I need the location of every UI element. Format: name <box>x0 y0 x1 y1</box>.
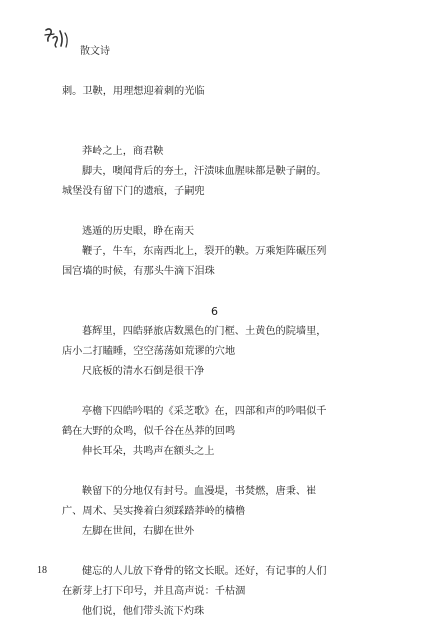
stanza-gap <box>62 282 367 302</box>
text-line: 广、周术、吴实搀着白须踩踏莽岭的樯橹 <box>62 506 246 517</box>
chapter-number: 6 <box>211 305 218 318</box>
stanza-gap <box>62 102 367 122</box>
text-line: 鞅留下的分地仅有封号。血漫堤，书焚燃，唐秉、崔 <box>82 486 317 497</box>
section-label: 散文诗 <box>80 46 110 57</box>
text-line: 城堡没有留下门的遗痕，子嗣兜 <box>62 186 205 197</box>
text-line: 伸长耳朵，共鸣声在额头之上 <box>82 446 215 457</box>
stanza-gap <box>62 462 367 482</box>
text-line: 亭檐下四皓吟唱的《采芝歌》在，四部和声的吟唱似千 <box>82 406 327 417</box>
text-line: 鹤在大野的众鸣，似千谷在丛莽的回鸣 <box>62 426 236 437</box>
text-line: 逃遁的历史眼，睁在南天 <box>82 226 195 237</box>
text-line: 暮辉里，四皓驿旅店数黑色的门框、土黄色的院墙里， <box>82 326 327 337</box>
text-line: 店小二打瞌睡，空空荡荡如荒谬的穴地 <box>62 346 236 357</box>
text-line: 他们说，他们带头流下灼珠 <box>82 606 205 617</box>
page-number: 18 <box>37 565 47 576</box>
stanza-gap <box>62 122 367 142</box>
stanza-gap <box>62 382 367 402</box>
poem-body <box>62 82 367 622</box>
calligraphy-logo-icon <box>42 26 76 54</box>
stanza-gap <box>62 542 367 562</box>
text-line: 左脚在世间，右脚在世外 <box>82 526 195 537</box>
text-line: 健忘的人儿放下脊骨的铭文长眠。还好，有记事的人们 <box>82 566 327 577</box>
stanza-gap <box>62 202 367 222</box>
text-line: 国宫墙的时候，有那头牛滴下泪珠 <box>62 266 215 277</box>
text-line: 尺底板的清水石倒是很干净 <box>82 366 205 377</box>
text-line: 在新芽上打下印号，并且高声说：千枯涸 <box>62 586 246 597</box>
text-line: 鞭子，牛车，东南西北上，裂开的鞅。万乘矩阵碾压列 <box>82 246 327 257</box>
text-line: 莽岭之上，商君鞅 <box>82 146 164 157</box>
text-line: 刺。卫鞅，用理想迎着刺的光临 <box>62 86 205 97</box>
text-line: 脚夫，噢闻背后的夯土，汗渍味血腥味都是鞅子嗣的。 <box>82 166 327 177</box>
